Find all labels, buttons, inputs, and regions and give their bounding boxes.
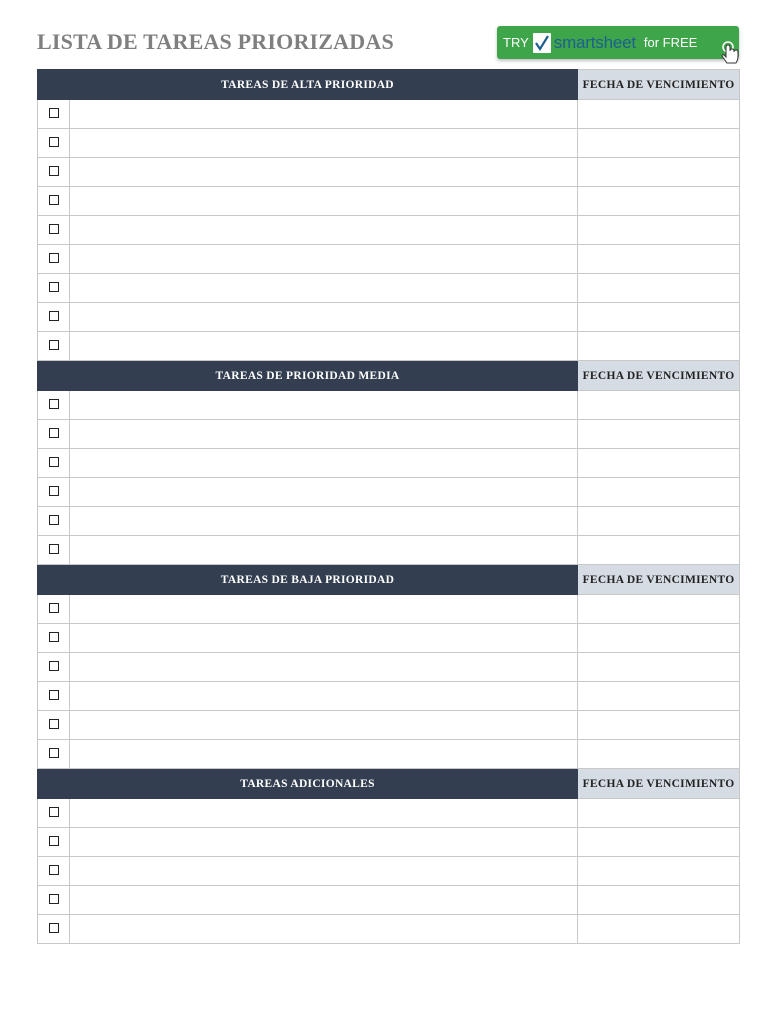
due-date-cell[interactable] xyxy=(578,595,740,624)
task-row xyxy=(38,158,740,187)
task-description-cell[interactable] xyxy=(70,886,578,915)
due-date-cell[interactable] xyxy=(578,740,740,769)
checkbox-cell xyxy=(38,274,70,303)
section-header-row xyxy=(38,565,740,595)
task-description-cell[interactable] xyxy=(70,595,578,624)
section-header: TAREAS DE ALTA PRIORIDAD xyxy=(38,70,578,100)
checkbox-cell xyxy=(38,799,70,828)
task-checkbox[interactable] xyxy=(49,923,59,933)
due-date-cell[interactable] xyxy=(578,391,740,420)
section-header: TAREAS DE BAJA PRIORIDAD xyxy=(38,565,578,595)
due-date-cell[interactable] xyxy=(578,682,740,711)
task-checkbox[interactable] xyxy=(49,108,59,118)
task-checkbox[interactable] xyxy=(49,311,59,321)
due-date-cell[interactable] xyxy=(578,332,740,361)
due-date-cell[interactable] xyxy=(578,624,740,653)
task-row xyxy=(38,245,740,274)
checkbox-cell xyxy=(38,857,70,886)
task-checkbox[interactable] xyxy=(49,428,59,438)
task-row xyxy=(38,915,740,944)
section-header-row xyxy=(38,361,740,391)
due-date-cell[interactable] xyxy=(578,653,740,682)
try-smartsheet-button[interactable] xyxy=(497,26,739,59)
task-checkbox[interactable] xyxy=(49,632,59,642)
due-date-cell[interactable] xyxy=(578,507,740,536)
task-checkbox[interactable] xyxy=(49,865,59,875)
task-checkbox[interactable] xyxy=(49,748,59,758)
task-row xyxy=(38,507,740,536)
checkbox-cell xyxy=(38,478,70,507)
task-description-cell[interactable] xyxy=(70,158,578,187)
task-checkbox[interactable] xyxy=(49,544,59,554)
checkbox-cell xyxy=(38,391,70,420)
section-header: TAREAS DE PRIORIDAD MEDIA xyxy=(38,361,578,391)
task-row xyxy=(38,391,740,420)
smartsheet-logo xyxy=(554,33,636,53)
due-date-cell[interactable] xyxy=(578,216,740,245)
task-description-cell[interactable] xyxy=(70,507,578,536)
cta-try-label: TRY xyxy=(503,35,529,50)
section-header: TAREAS ADICIONALES xyxy=(38,769,578,799)
task-row xyxy=(38,857,740,886)
task-row xyxy=(38,653,740,682)
checkbox-cell xyxy=(38,682,70,711)
due-date-cell[interactable] xyxy=(578,100,740,129)
checkbox-cell xyxy=(38,420,70,449)
task-description-cell[interactable] xyxy=(70,274,578,303)
task-description-cell[interactable] xyxy=(70,391,578,420)
task-row xyxy=(38,740,740,769)
task-row xyxy=(38,799,740,828)
due-date-cell[interactable] xyxy=(578,828,740,857)
due-date-cell[interactable] xyxy=(578,158,740,187)
due-date-header: FECHA DE VENCIMIENTO xyxy=(578,565,740,595)
due-date-cell[interactable] xyxy=(578,129,740,158)
due-date-cell[interactable] xyxy=(578,536,740,565)
task-row xyxy=(38,274,740,303)
task-description-cell[interactable] xyxy=(70,303,578,332)
due-date-header: FECHA DE VENCIMIENTO xyxy=(578,70,740,100)
page-title: LISTA DE TAREAS PRIORIZADAS xyxy=(37,29,394,54)
task-description-cell[interactable] xyxy=(70,187,578,216)
task-checkbox[interactable] xyxy=(49,195,59,205)
task-checkbox[interactable] xyxy=(49,515,59,525)
task-row xyxy=(38,216,740,245)
task-description-cell[interactable] xyxy=(70,449,578,478)
task-description-cell[interactable] xyxy=(70,828,578,857)
checkbox-cell xyxy=(38,303,70,332)
checkbox-cell xyxy=(38,332,70,361)
due-date-cell[interactable] xyxy=(578,711,740,740)
task-row xyxy=(38,332,740,361)
task-checkbox[interactable] xyxy=(49,807,59,817)
task-row xyxy=(38,478,740,507)
checkbox-cell xyxy=(38,711,70,740)
task-description-cell[interactable] xyxy=(70,799,578,828)
checkbox-cell xyxy=(38,740,70,769)
task-description-cell[interactable] xyxy=(70,100,578,129)
task-checkbox[interactable] xyxy=(49,340,59,350)
task-checkbox[interactable] xyxy=(49,836,59,846)
task-description-cell[interactable] xyxy=(70,420,578,449)
task-description-cell[interactable] xyxy=(70,332,578,361)
task-description-cell[interactable] xyxy=(70,478,578,507)
task-row xyxy=(38,303,740,332)
task-row xyxy=(38,624,740,653)
task-row xyxy=(38,100,740,129)
checkbox-cell xyxy=(38,245,70,274)
smartsheet-check-icon xyxy=(533,33,551,53)
due-date-header: FECHA DE VENCIMIENTO xyxy=(578,361,740,391)
checkbox-cell xyxy=(38,216,70,245)
hand-pointer-icon xyxy=(719,40,745,66)
task-row xyxy=(38,682,740,711)
task-checkbox[interactable] xyxy=(49,603,59,613)
task-description-cell[interactable] xyxy=(70,216,578,245)
checkbox-cell xyxy=(38,886,70,915)
cta-for-free-label: for FREE xyxy=(643,35,698,50)
task-row xyxy=(38,187,740,216)
due-date-cell[interactable] xyxy=(578,857,740,886)
task-checkbox[interactable] xyxy=(49,253,59,263)
checkbox-cell xyxy=(38,507,70,536)
checkbox-cell xyxy=(38,129,70,158)
checkbox-cell xyxy=(38,158,70,187)
task-checkbox[interactable] xyxy=(49,486,59,496)
task-table xyxy=(37,69,740,944)
checkbox-cell xyxy=(38,653,70,682)
due-date-header: FECHA DE VENCIMIENTO xyxy=(578,769,740,799)
due-date-cell[interactable] xyxy=(578,799,740,828)
task-row xyxy=(38,886,740,915)
due-date-cell[interactable] xyxy=(578,420,740,449)
task-description-cell[interactable] xyxy=(70,624,578,653)
section-header-row xyxy=(38,70,740,100)
task-row xyxy=(38,449,740,478)
checkbox-cell xyxy=(38,449,70,478)
task-checkbox[interactable] xyxy=(49,690,59,700)
checkbox-cell xyxy=(38,187,70,216)
task-row xyxy=(38,129,740,158)
task-row xyxy=(38,536,740,565)
brand-sheet: sheet xyxy=(595,32,636,52)
task-checkbox[interactable] xyxy=(49,661,59,671)
task-description-cell[interactable] xyxy=(70,682,578,711)
checkbox-cell xyxy=(38,915,70,944)
task-description-cell[interactable] xyxy=(70,857,578,886)
due-date-cell[interactable] xyxy=(578,915,740,944)
task-checkbox[interactable] xyxy=(49,399,59,409)
task-row xyxy=(38,828,740,857)
task-checkbox[interactable] xyxy=(49,894,59,904)
section-header-row xyxy=(38,769,740,799)
task-row xyxy=(38,711,740,740)
task-row xyxy=(38,420,740,449)
due-date-cell[interactable] xyxy=(578,303,740,332)
due-date-cell[interactable] xyxy=(578,449,740,478)
task-description-cell[interactable] xyxy=(70,129,578,158)
brand-smart: smart xyxy=(553,32,596,52)
checkbox-cell xyxy=(38,100,70,129)
due-date-cell[interactable] xyxy=(578,245,740,274)
task-description-cell[interactable] xyxy=(70,536,578,565)
checkbox-cell xyxy=(38,828,70,857)
checkbox-cell xyxy=(38,595,70,624)
checkbox-cell xyxy=(38,624,70,653)
task-checkbox[interactable] xyxy=(49,137,59,147)
task-description-cell[interactable] xyxy=(70,653,578,682)
task-description-cell[interactable] xyxy=(70,915,578,944)
task-checkbox[interactable] xyxy=(49,457,59,467)
task-checkbox[interactable] xyxy=(49,224,59,234)
task-checkbox[interactable] xyxy=(49,719,59,729)
task-checkbox[interactable] xyxy=(49,282,59,292)
due-date-cell[interactable] xyxy=(578,274,740,303)
task-checkbox[interactable] xyxy=(49,166,59,176)
task-description-cell[interactable] xyxy=(70,740,578,769)
task-row xyxy=(38,595,740,624)
task-description-cell[interactable] xyxy=(70,245,578,274)
due-date-cell[interactable] xyxy=(578,886,740,915)
task-description-cell[interactable] xyxy=(70,711,578,740)
due-date-cell[interactable] xyxy=(578,187,740,216)
due-date-cell[interactable] xyxy=(578,478,740,507)
checkbox-cell xyxy=(38,536,70,565)
